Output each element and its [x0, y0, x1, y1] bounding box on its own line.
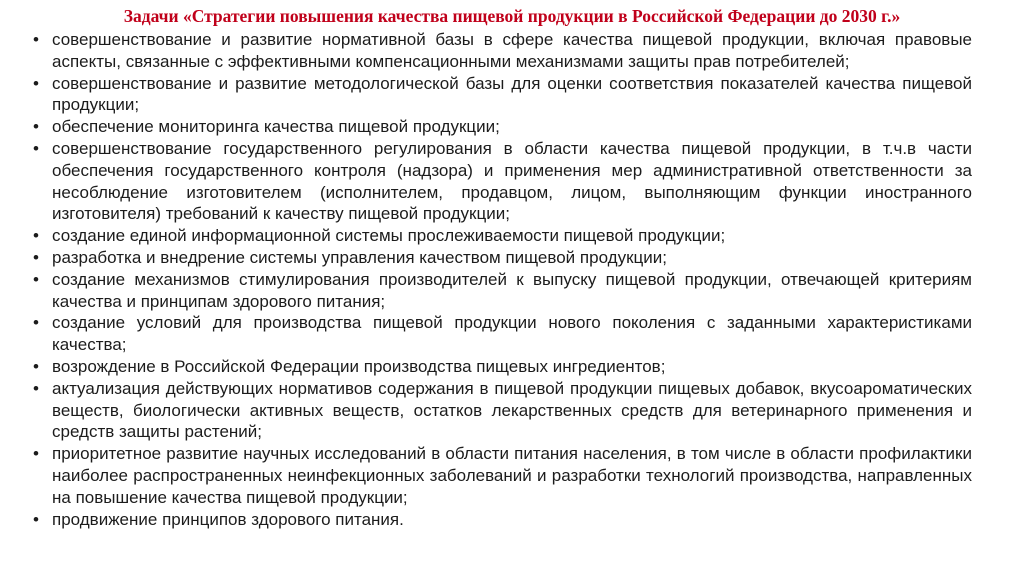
list-item — [30, 29, 972, 73]
bullet-icon: • — [33, 73, 39, 93]
list-item — [30, 269, 972, 313]
list-item — [30, 138, 972, 225]
slide-title: Задачи «Стратегии повышения качества пищевой продукции в Российской Федерации до 2030 г.» — [123, 6, 901, 26]
bullet-icon: • — [33, 30, 39, 49]
list-item-text: приоритетное развитие научных исследований в области питания населения, в том числе в области профилактики наиболее распространенных неинфекционных заболеваний и разработки технологий производства, направленных на повышение качества пищевой продукции; — [52, 444, 972, 507]
bullet-icon: • — [33, 138, 39, 158]
list-item — [30, 443, 972, 508]
bullet-icon: • — [33, 444, 39, 464]
bullet-icon: • — [33, 356, 39, 376]
list-item — [30, 247, 972, 269]
bullet-icon: • — [33, 269, 39, 289]
bullet-icon: • — [33, 226, 39, 246]
list-item-text: создание условий для производства пищевой продукции нового поколения с заданными характеристиками качества; — [52, 313, 972, 355]
list-item — [30, 225, 972, 247]
list-item — [30, 378, 972, 443]
list-item — [30, 73, 972, 117]
bullet-icon: • — [33, 313, 39, 333]
task-list — [30, 29, 972, 530]
list-item-text: актуализация действующих нормативов содержания в пищевой продукции пищевых добавок, вкусоароматических веществ, биологически активных веществ, остатков лекарственных средств для ветеринарного применения и средств защиты растений; — [52, 378, 972, 442]
list-item — [30, 312, 972, 356]
list-item — [30, 509, 972, 531]
bullet-icon: • — [33, 378, 39, 398]
list-item-text: совершенствование государственного регулирования в области качества пищевой продукции, в т.ч.в части обеспечения государственного контроля (надзора) и применения мер административной ответственности за несоблюдение изготовителем (исполнителем, продавцом, лицом, выполняющим функции иностранного изготовителя) требований к качеству пищевой продукции; — [52, 138, 972, 224]
list-item-text: обеспечение мониторинга качества пищевой продукции; — [52, 117, 500, 137]
list-item-text: продвижение принципов здорового питания. — [52, 509, 404, 529]
list-item-text: возрождение в Российской Федерации производства пищевых ингредиентов; — [52, 356, 666, 376]
bullet-icon: • — [33, 509, 39, 529]
list-item-text: совершенствование и развитие методологической базы для оценки соответствия показателей качества пищевой продукции; — [52, 73, 972, 115]
list-item-text: создание механизмов стимулирования производителей к выпуску пищевой продукции, отвечающей критериям качества и принципам здорового питания; — [52, 269, 972, 311]
bullet-icon: • — [33, 247, 39, 267]
bullet-icon: • — [33, 117, 39, 137]
list-item-text: совершенствование и развитие нормативной базы в сфере качества пищевой продукции, включая правовые аспекты, связанные с эффективными компенсационными механизмами защиты прав потребителей; — [52, 30, 972, 71]
list-item — [30, 116, 972, 138]
list-item-text: разработка и внедрение системы управления качеством пищевой продукции; — [52, 247, 667, 267]
list-item-text: создание единой информационной системы прослеживаемости пищевой продукции; — [52, 226, 726, 246]
list-item — [30, 356, 972, 378]
